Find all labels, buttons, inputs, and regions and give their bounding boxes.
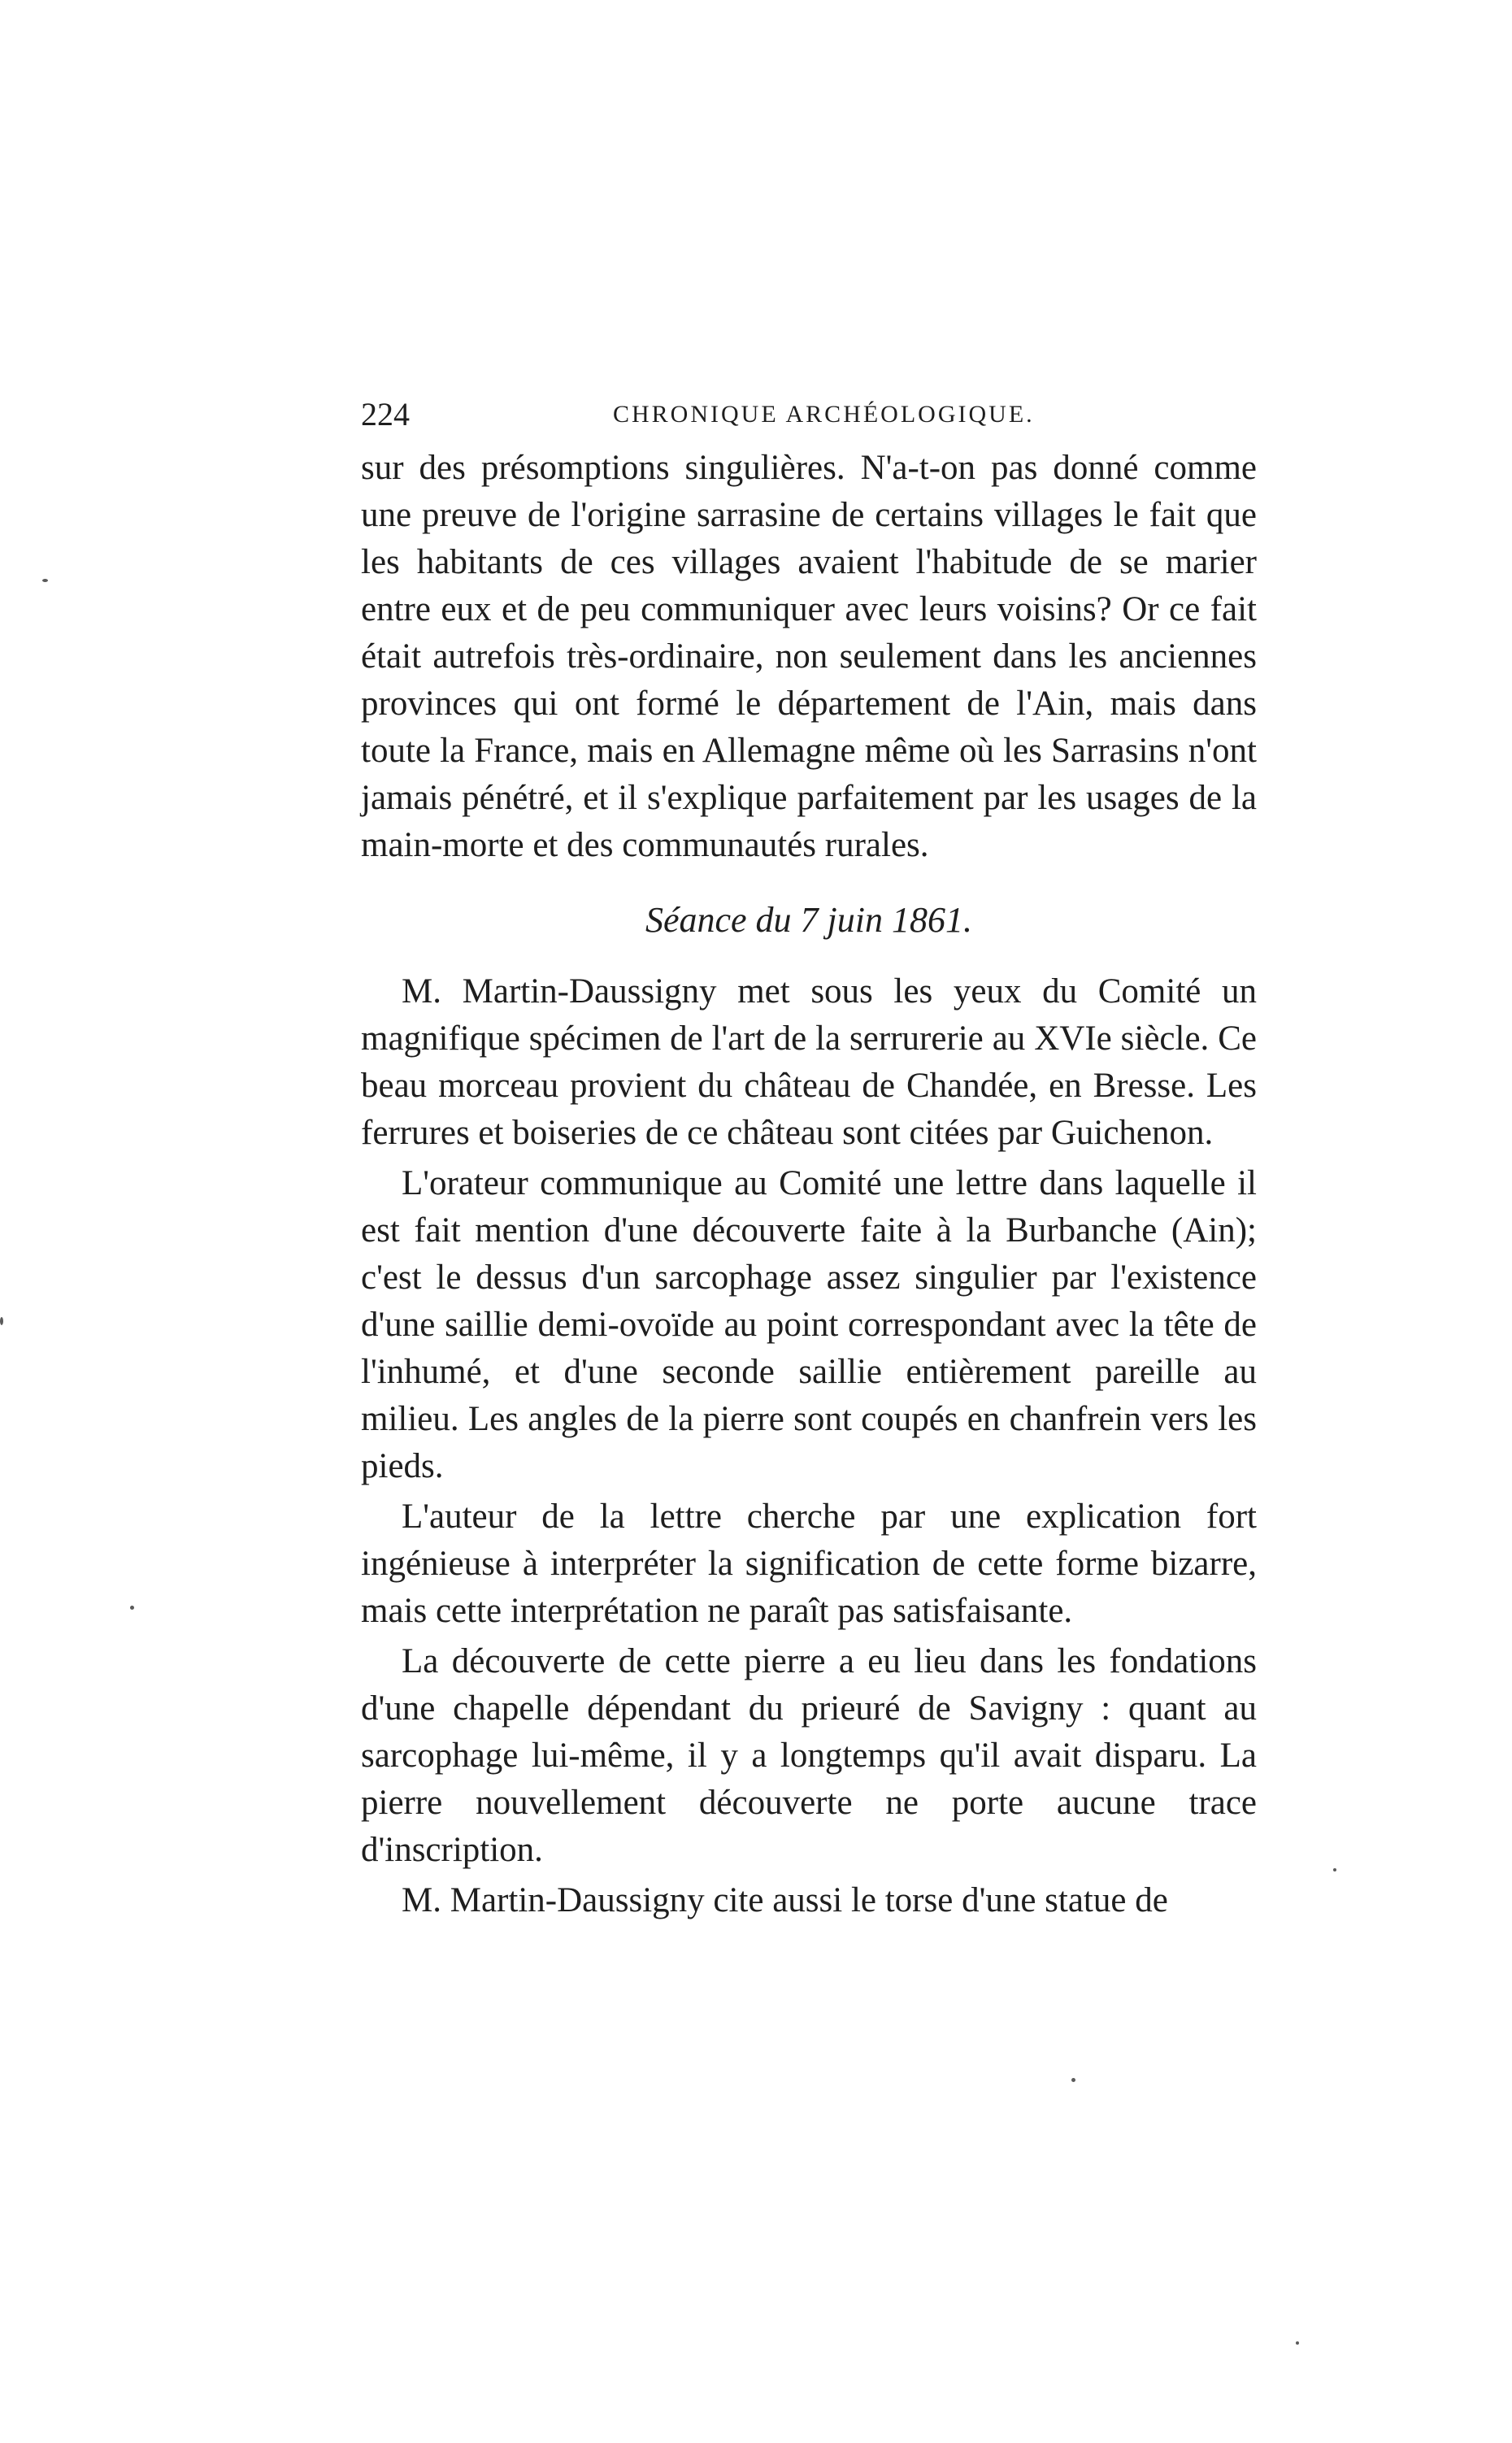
paragraph: L'auteur de la lettre cherche par une explication fort ingénieuse à interpréter la signification de cette forme bizarre, mais cette interprétation ne paraît pas satisfaisante. — [361, 1498, 1257, 1630]
session-heading: Séance du 7 juin 1861. — [645, 900, 973, 940]
scan-speck — [42, 579, 48, 582]
running-head: CHRONIQUE ARCHÉOLOGIQUE. — [613, 401, 1035, 428]
paragraph-continued: sur des présomptions singulières. N'a-t-on pas donné comme une preuve de l'origine sarrasine de certains villages le fait que les habitants de ces villages avaient l'habitude de se marier entre eux et de peu communiquer avec leurs voisins? Or ce fait était autrefois très-ordinaire, non seulement dans les anciennes provinces qui ont formé le département de l'Ain, mais dans toute la France, mais en Allemagne même où les Sarrasins n'ont jamais pénétré, et il s'explique parfaitement par les usages de la main-morte et des communautés rurales. — [361, 449, 1257, 864]
scan-speck — [1071, 2078, 1075, 2082]
page-header — [361, 390, 1257, 439]
paragraph-continues: M. Martin-Daussigny cite aussi le torse d'une statue de — [402, 1881, 1168, 1919]
paragraph: L'orateur communique au Comité une lettre dans laquelle il est fait mention d'une découverte faite à la Burbanche (Ain); c'est le dessus d'un sarcophage assez singulier par l'existence d'une saillie demi-ovoïde au point correspondant avec la tête de l'inhumé, et d'une seconde saillie entièrement pareille au milieu. Les angles de la pierre sont coupés en chanfrein vers les pieds. — [361, 1164, 1257, 1485]
body-text — [361, 445, 1257, 1924]
scan-speck — [1296, 2341, 1299, 2345]
paragraph: La découverte de cette pierre a eu lieu dans les fondations d'une chapelle dépendant du prieuré de Savigny : quant au sarcophage lui-même, il y a longtemps qu'il avait disparu. La pierre nouvellement découverte ne porte aucune trace d'inscription. — [361, 1642, 1257, 1869]
scan-speck — [130, 1606, 134, 1610]
scan-speck — [0, 1317, 3, 1325]
scan-speck — [1333, 1868, 1336, 1871]
paragraph: M. Martin-Daussigny met sous les yeux du Comité un magnifique spécimen de l'art de la serrurerie au XVIe siècle. Ce beau morceau provient du château de Chandée, en Bresse. Les ferrures et boiseries de ce château sont citées par Guichenon. — [361, 972, 1257, 1152]
page-number: 224 — [361, 396, 410, 433]
